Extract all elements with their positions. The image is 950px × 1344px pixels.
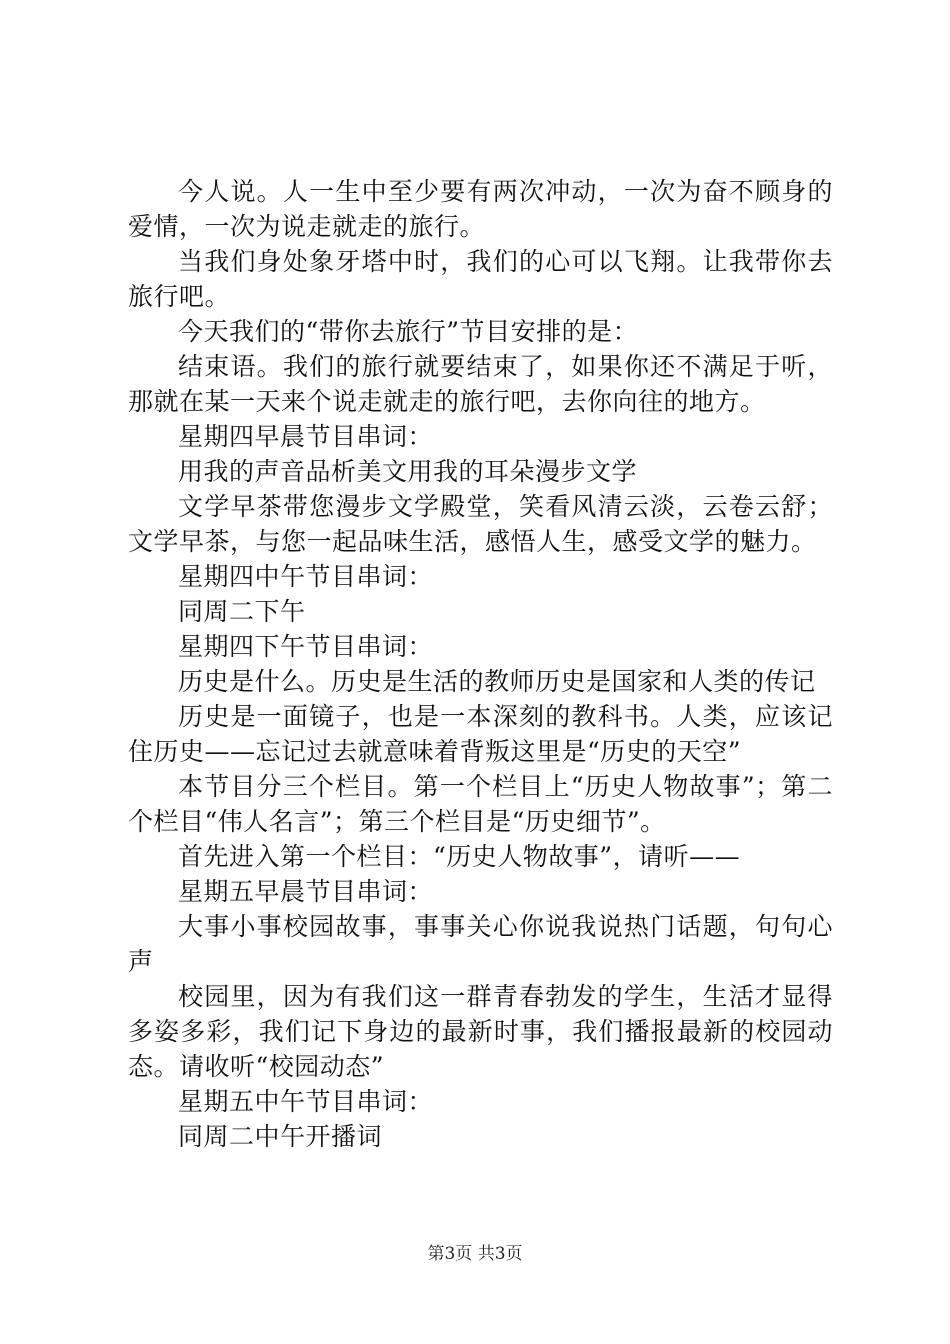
paragraph: 同周二中午开播词 <box>178 1122 383 1151</box>
document-body <box>128 174 833 1154</box>
paragraph: 星期五中午节目串词： <box>178 1087 434 1116</box>
paragraph: 首先进入第一个栏目：“历史人物故事”，请听—— <box>178 842 741 871</box>
paragraph: 历史是什么。历史是生活的教师历史是国家和人类的传记 <box>178 667 816 696</box>
paragraph: 用我的声音品析美文用我的耳朵漫步文学 <box>178 457 638 486</box>
paragraph: 文学早茶带您漫步文学殿堂，笑看风清云淡，云卷云舒；文学早茶，与您一起品味生活，感悟人生，感受文学的魅力。 <box>128 492 833 556</box>
paragraph: 大事小事校园故事，事事关心你说我说热门话题，句句心声 <box>128 912 833 976</box>
paragraph: 星期五早晨节目串词： <box>178 877 434 906</box>
paragraph: 本节目分三个栏目。第一个栏目上“历史人物故事”；第二个栏目“伟人名言”；第三个栏目是“历史细节”。 <box>128 772 833 836</box>
paragraph: 星期四中午节目串词： <box>178 562 434 591</box>
paragraph: 校园里，因为有我们这一群青春勃发的学生，生活才显得多姿多彩，我们记下身边的最新时事，我们播报最新的校园动态。请收听“校园动态” <box>128 982 833 1081</box>
paragraph: 结束语。我们的旅行就要结束了，如果你还不满足于听，那就在某一天来个说走就走的旅行吧，去你向往的地方。 <box>128 352 833 416</box>
paragraph: 星期四早晨节目串词： <box>178 422 434 451</box>
page-number-label: 第3页 共3页 <box>427 1244 523 1264</box>
page-footer <box>0 1243 950 1265</box>
paragraph: 星期四下午节目串词： <box>178 632 434 661</box>
paragraph: 今天我们的“带你去旅行”节目安排的是： <box>178 317 639 346</box>
paragraph: 同周二下午 <box>178 597 306 626</box>
paragraph: 当我们身处象牙塔中时，我们的心可以飞翔。让我带你去旅行吧。 <box>128 247 833 311</box>
paragraph: 今人说。人一生中至少要有两次冲动，一次为奋不顾身的爱情，一次为说走就走的旅行。 <box>128 177 833 241</box>
paragraph: 历史是一面镜子，也是一本深刻的教科书。人类，应该记住历史——忘记过去就意味着背叛这里是“历史的天空” <box>128 702 833 766</box>
